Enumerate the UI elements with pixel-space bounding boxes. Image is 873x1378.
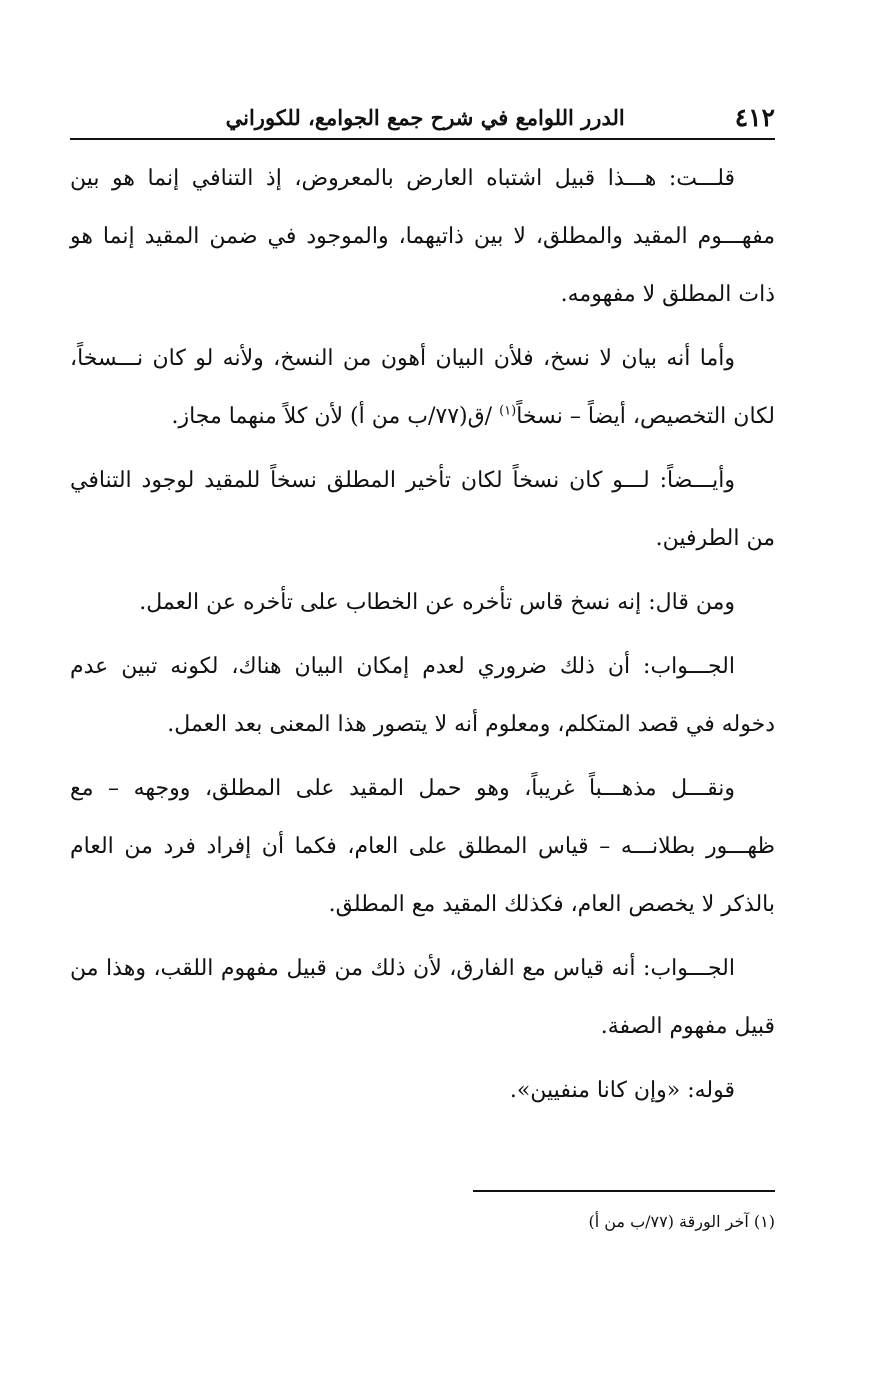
footnote-marker[interactable]: (١) [499, 403, 517, 419]
paragraph-2-part-2: /ق(٧٧/ب من أ) لأن كلاً منهما مجاز. [171, 404, 500, 429]
paragraph-2-part-1: وأما أنه بيان لا نسخ، فلأن البيان أهون من النسخ، ولأنه لو كان نـــسخاً، لكان التخصيص، أيضاً – نسخاً [70, 346, 775, 429]
paragraph-2 [70, 330, 775, 446]
footnote-divider [473, 1190, 775, 1192]
paragraph-6: ونقـــل مذهـــباً غريباً، وهو حمل المقيد على المطلق، ووجهه – مع ظهـــور بطلانـــه – قياس المطلق على العام، فكما أن إفراد فرد من العام بالذكر لا يخصص العام، فكذلك المقيد مع المطلق. [70, 776, 775, 917]
paragraph-3: وأيـــضاً: لـــو كان نسخاً لكان تأخير المطلق نسخاً للمقيد لوجود التنافي من الطرفين. [70, 468, 775, 551]
paragraph-5: الجـــواب: أن ذلك ضروري لعدم إمكان البيان هناك، لكونه تبين عدم دخوله في قصد المتكلم، ومعلوم أنه لا يتصور هذا المعنى بعد العمل. [70, 654, 775, 737]
paragraph-4: ومن قال: إنه نسخ قاس تأخره عن الخطاب على تأخره عن العمل. [139, 590, 735, 615]
page-number: ٤١٢ [734, 102, 775, 132]
book-title: الدرر اللوامع في شرح جمع الجوامع، للكوراني [225, 104, 625, 130]
book-page [70, 96, 775, 1120]
running-header [70, 96, 775, 140]
footnote: (١) آخر الورقة (٧٧/ب من أ) [588, 1212, 775, 1231]
body-text [70, 150, 775, 1120]
paragraph-7: الجـــواب: أنه قياس مع الفارق، لأن ذلك من قبيل مفهوم اللقب، وهذا من قبيل مفهوم الصفة. [70, 956, 775, 1039]
quoted-statement: قوله: «وإن كانا منفيين». [509, 1078, 735, 1103]
paragraph-1: قلـــت: هـــذا قبيل اشتباه العارض بالمعروض، إذ التنافي إنما هو بين مفهـــوم المقيد والمطلق، لا بين ذاتيهما، والموجود في ضمن المقيد إنما هو ذات المطلق لا مفهومه. [70, 166, 775, 307]
